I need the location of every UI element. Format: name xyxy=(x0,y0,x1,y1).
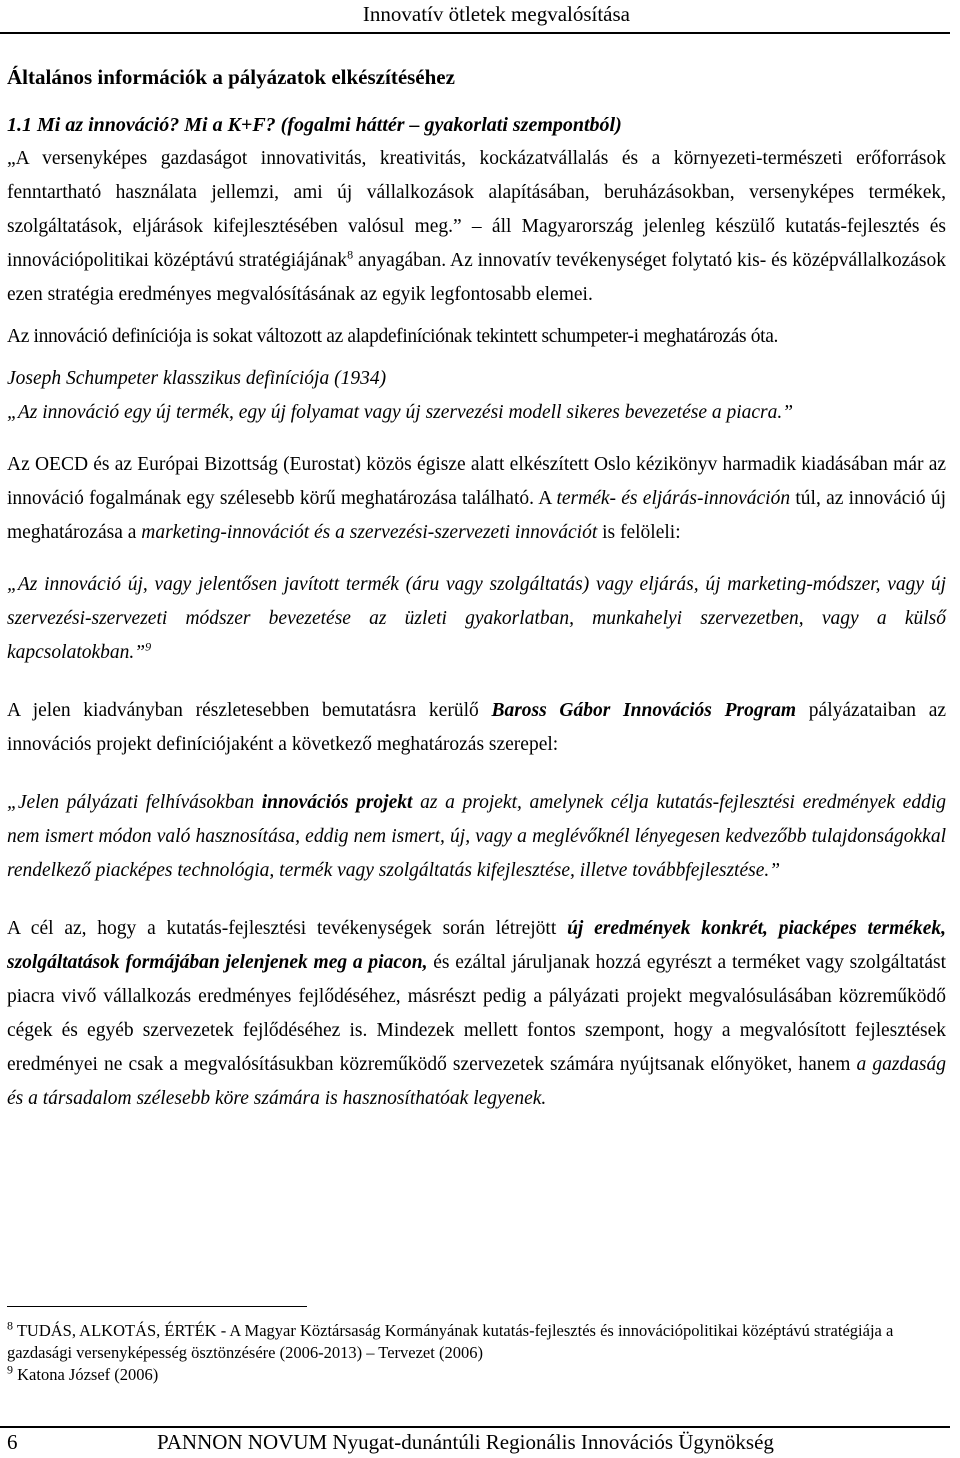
footnote-8 xyxy=(7,1320,946,1364)
subsection-heading-rest: (fogalmi háttér – gyakorlati szempontból) xyxy=(275,114,622,136)
paragraph-oslo-marketing-org: marketing-innovációt és a szervezési-szervezeti innovációt xyxy=(141,522,598,543)
footnote-ref-9: 9 xyxy=(145,639,152,654)
paragraph-baross xyxy=(7,694,946,762)
paragraph-competitiveness-text-a: „A versenyképes gazdaságot innovativitás, kreativitás, kockázatvállalás és a környezeti-természeti erőforrások fenntartható használata jellemzi, ami új vállalkozások alapításában, beruházásokban, versenyképes termékek, szolgáltatások, eljárások kifejlesztésében valósul meg.” – áll Magyarország jelenleg készülő kutatás-fejlesztés és innovációpolitikai középtávú stratégiájának xyxy=(7,148,946,271)
paragraph-goal-emphasis: új eredmények konkrét, piacképes termékek, szolgáltatások formájában jelenjenek meg a piacon, xyxy=(7,918,946,973)
footnote-9 xyxy=(7,1364,946,1386)
paragraph-baross-t3: pályázataiban az innovációs projekt definíciójaként a következő meghatározás szerepel: xyxy=(7,700,947,755)
paragraph-definition-change: Az innováció definíciója is sokat változott az alapdefiníciónak tekintett schumpeter-i meghatározás óta. xyxy=(7,326,779,347)
running-header-title: Innovatív ötletek megvalósítása xyxy=(362,2,630,26)
innovation-project-quote xyxy=(7,786,946,888)
oslo-definition-quote-text: „Az innováció új, vagy jelentősen javított termék (áru vagy szolgáltatás) vagy eljárás, új marketing-módszer, vagy új szervezési-szervezeti módszer bevezetése az üzleti gyakorlatban, munkahelyi szervezetben, vagy a külső kapcsolatokban.” xyxy=(7,574,946,663)
baross-program-name: Baross Gábor Innovációs Program xyxy=(491,700,797,721)
page-number: 6 xyxy=(7,1430,18,1454)
footnote-text: Katona József (2006) xyxy=(13,1365,159,1384)
subsection-heading-bold: 1.1 Mi az innováció? Mi a K+F? xyxy=(7,114,276,136)
innovation-project-quote-t1: „Jelen pályázati felhívásokban xyxy=(7,792,262,813)
paragraph-baross-t1: A jelen kiadványban részletesebben bemutatásra kerülő xyxy=(7,700,492,721)
subsection-heading xyxy=(7,108,946,142)
footnote-divider xyxy=(7,1306,307,1307)
paragraph-oslo-product-process: termék- és eljárás-innováción xyxy=(556,488,791,509)
paragraph-oslo xyxy=(7,448,946,550)
paragraph-goal-conclusion: a gazdaság és a társadalom szélesebb köre számára is hasznosíthatóak legyenek. xyxy=(7,1054,946,1109)
header-divider xyxy=(0,32,950,34)
page-body xyxy=(7,60,946,1116)
innovation-project-quote-t3: az a projekt, amelynek célja kutatás-fejlesztési eredmények eddig nem ismert módon való hasznosítása, eddig nem ismert, új, vagy a meglévőknél lényegesen kedvezőbb tulajdonságokkal rendelkező piacképes technológia, termék vagy szolgáltatás kifejlesztése, illetve továbbfejlesztése.” xyxy=(7,792,946,881)
paragraph-competitiveness xyxy=(7,142,946,312)
footnote-text: TUDÁS, ALKOTÁS, ÉRTÉK - A Magyar Köztársaság Kormányának kutatás-fejlesztés és innovációpolitikai középtávú stratégiája a gazdasági versenyképesség ösztönzésére (2006-2013) – Tervezet (2006) xyxy=(7,1321,894,1362)
paragraph-goal xyxy=(7,912,946,1116)
paragraph-goal-t1: A cél az, hogy a kutatás-fejlesztési tevékenységek során létrejött xyxy=(7,918,568,939)
oslo-definition-quote xyxy=(7,568,946,670)
paragraph-competitiveness-text-b: anyagában. Az innovatív tevékenységet folytató kis- és középvállalkozások ezen stratégia eredményes megvalósításának az egyik legfontosabb elemei. xyxy=(7,250,946,305)
footnote-ref-8: 8 xyxy=(347,247,354,262)
paragraph-oslo-t3: túl, az innováció új meghatározása a xyxy=(7,488,947,543)
schumpeter-quote: „Az innováció egy új termék, egy új folyamat vagy új szervezési modell sikeres bevezetése a piacra.” xyxy=(7,402,794,423)
section-heading: Általános információk a pályázatok elkészítéséhez xyxy=(7,65,455,89)
footer-organization: PANNON NOVUM Nyugat-dunántúli Regionális Innovációs Ügynökség xyxy=(157,1430,774,1454)
footnote-number: 9 xyxy=(7,1362,13,1377)
footnotes xyxy=(7,1320,946,1386)
schumpeter-label: Joseph Schumpeter klasszikus definíciója (1934) xyxy=(7,368,387,389)
innovation-project-term: innovációs projekt xyxy=(261,792,413,813)
paragraph-oslo-t1: Az OECD és az Európai Bizottság (Eurostat) közös égisze alatt elkészített Oslo kézikönyv harmadik kiadásában már az innováció fogalmának egy szélesebb körű meghatározása található. A xyxy=(7,454,946,509)
paragraph-oslo-t5: is felöleli: xyxy=(597,522,681,543)
paragraph-goal-t3: és ezáltal járuljanak hozzá egyrészt a terméket vagy szolgáltatást piacra vivő vállalkozás eredményes fejlődéséhez, másrészt pedig a pályázati projekt megvalósulásában közreműködő cégek és egyéb szervezetek fejlődéséhez is. Mindezek mellett fontos szempont, hogy a megvalósított fejlesztések eredményei ne csak a megvalósításukban közreműködő szervezetek számára nyújtsanak előnyöket, hanem xyxy=(7,952,946,1075)
footnote-number: 8 xyxy=(7,1318,13,1333)
